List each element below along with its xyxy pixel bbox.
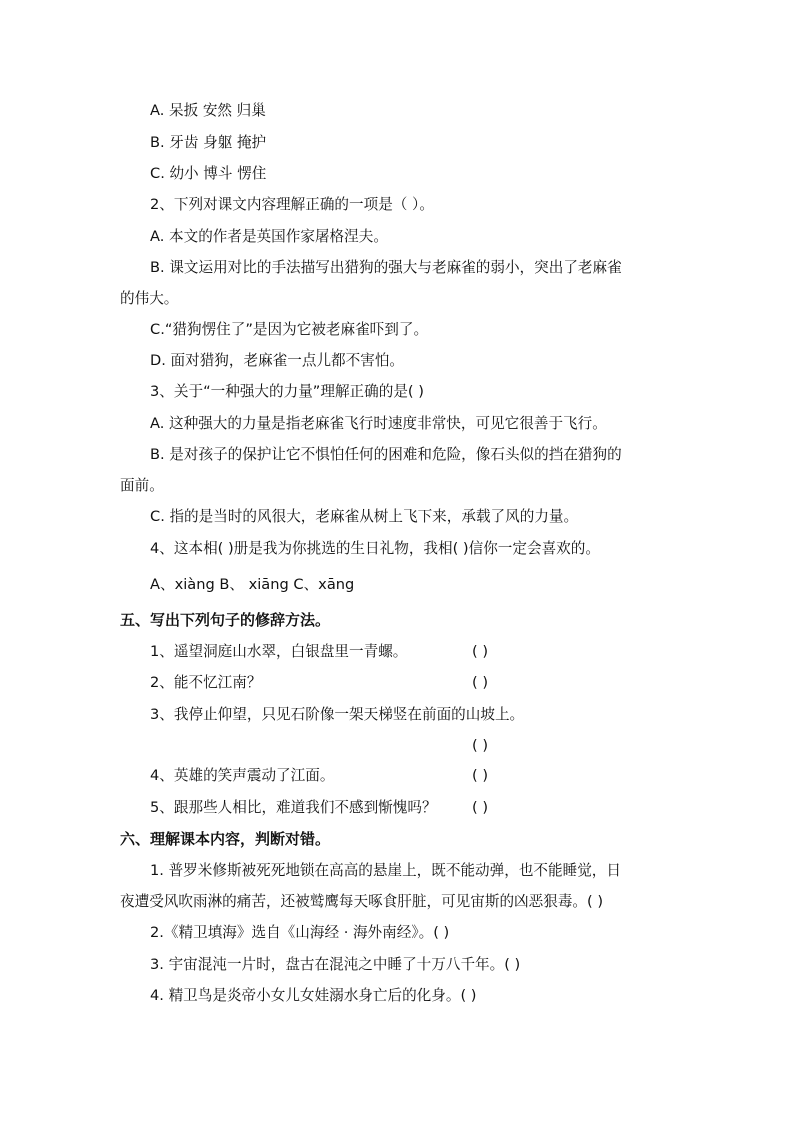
- q4-2-stem: 2、下列对课文内容理解正确的一项是（ ）。: [150, 196, 434, 213]
- section-5-heading: 五、写出下列句子的修辞方法。: [120, 611, 331, 629]
- section-5-item-1-answer-blank: ( ): [472, 643, 489, 660]
- q4-2-option-d: D. 面对猎狗，老麻雀一点儿都不害怕。: [150, 352, 405, 369]
- q4-3-option-c: C. 指的是当时的风很大，老麻雀从树上飞下来，承载了风的力量。: [150, 508, 579, 525]
- section-5-item-5-answer-blank: ( ): [472, 799, 489, 816]
- q4-1-option-a: A. 呆扳 安然 归巢: [150, 102, 266, 119]
- section-5-item-4: 4、英雄的笑声震动了江面。: [150, 767, 335, 784]
- q4-3-option-b-line1: B. 是对孩子的保护让它不惧怕任何的困难和危险，像石头似的挡在猎狗的: [150, 446, 622, 463]
- section-5-item-3-answer-blank: ( ): [472, 737, 489, 754]
- section-6-item-1-line1: 1. 普罗米修斯被死死地锁在高高的悬崖上，既不能动弹，也不能睡觉，日: [150, 862, 621, 879]
- section-6-item-3: 3. 宇宙混沌一片时，盘古在混沌之中睡了十万八千年。( ): [150, 956, 521, 973]
- q4-3-option-b-line2: 面前。: [120, 477, 164, 494]
- q4-1-option-c: C. 幼小 博斗 愣住: [150, 165, 267, 182]
- q4-2-option-b-line2: 的伟大。: [120, 290, 179, 307]
- section-5-item-2: 2、能不忆江南？: [150, 674, 262, 691]
- section-6-item-4: 4. 精卫鸟是炎帝小女儿女娃溺水身亡后的化身。( ): [150, 987, 477, 1004]
- section-5-item-2-answer-blank: ( ): [472, 674, 489, 691]
- q4-4-stem: 4、这本相( )册是我为你挑选的生日礼物，我相( )信你一定会喜欢的。: [150, 540, 600, 557]
- q4-2-option-c: C.“猎狗愣住了”是因为它被老麻雀吓到了。: [150, 321, 429, 338]
- q4-3-option-a: A. 这种强大的力量是指老麻雀飞行时速度非常快，可见它很善于飞行。: [150, 415, 607, 432]
- section-5-item-1: 1、遥望洞庭山水翠，白银盘里一青螺。: [150, 643, 408, 660]
- q4-1-option-b: B. 牙齿 身躯 掩护: [150, 134, 267, 151]
- q4-4-options: A、xiàng B、 xiāng C、xāng: [150, 576, 355, 593]
- q4-2-option-b-line1: B. 课文运用对比的手法描写出猎狗的强大与老麻雀的弱小，突出了老麻雀: [150, 259, 622, 276]
- q4-3-stem: 3、关于“一种强大的力量”理解正确的是( ): [150, 383, 424, 400]
- section-6-item-1-line2: 夜遭受风吹雨淋的痛苦，还被鹫鹰每天啄食肝脏，可见宙斯的凶恶狠毒。( ): [120, 893, 604, 910]
- section-5-item-4-answer-blank: ( ): [472, 767, 489, 784]
- section-5-item-5: 5、跟那些人相比，难道我们不感到惭愧吗？: [150, 799, 437, 816]
- section-6-heading: 六、理解课本内容，判断对错。: [120, 830, 331, 848]
- q4-2-option-a: A. 本文的作者是英国作家屠格涅夫。: [150, 228, 388, 245]
- section-6-item-2: 2.《精卫填海》选自《山海经 · 海外南经》。( ): [150, 924, 450, 941]
- section-5-item-3: 3、我停止仰望，只见石阶像一架天梯竖在前面的山坡上。: [150, 706, 525, 723]
